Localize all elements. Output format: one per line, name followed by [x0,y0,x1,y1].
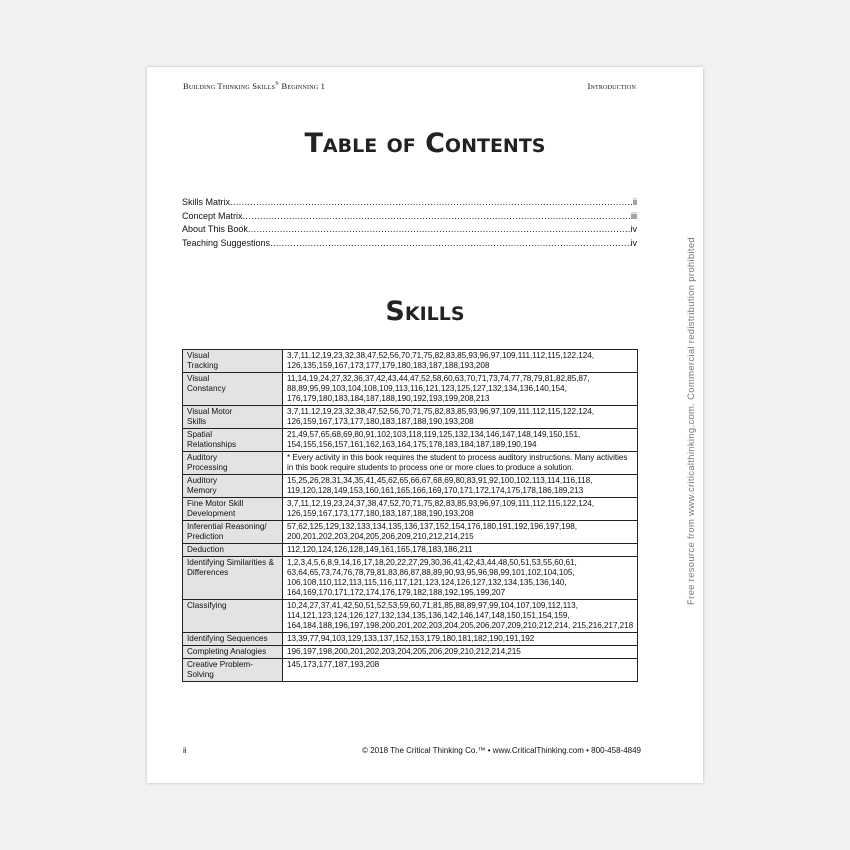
skill-name: Visual Tracking [183,350,283,373]
toc-leader [243,210,631,224]
running-header [183,81,636,91]
table-row [183,633,638,646]
skill-pages: 13,39,77,94,103,129,133,137,152,153,179,180,181,182,190,191,192 [283,633,638,646]
skill-pages: * Every activity in this book requires the student to process auditory instructions. Many activities in this book require students to process one or more clues to produce a solution. [283,452,638,475]
page-footer [183,746,641,755]
skill-name: Inferential Reasoning/ Prediction [183,521,283,544]
toc-page: iii [631,210,637,221]
table-row [183,406,638,429]
skill-name: Completing Analogies [183,646,283,659]
toc-heading: Table of Contents [304,128,546,159]
toc-leader [230,196,633,210]
document-page [147,67,703,783]
toc-leader [270,237,630,251]
skill-name: Deduction [183,544,283,557]
toc-page: iv [630,224,637,235]
page-number: ii [183,746,187,755]
skill-name: Visual Motor Skills [183,406,283,429]
skill-pages: 3,7,11,12,19,23,32,38,47,52,56,70,71,75,82,83,85,93,96,97,109,111,112,115,122,124, 126,135,159,167,173,177,179,180,183,187,188,193,208 [283,350,638,373]
toc-leader [248,223,631,237]
toc-label: Skills Matrix [182,197,231,207]
toc-page: iv [630,237,637,248]
skill-pages: 21,49,57,65,68,69,80,91,102,103,118,119,125,132,134,146,147,148,149,150,151, 154,155,156,157,161,162,163,164,175,178,183,184,187,189,190,194 [283,429,638,452]
skill-pages: 10,24,27,37,41,42,50,51,52,53,59,60,71,81,85,88,89,97,99,104,107,109,112,113, 114,121,123,124,126,127,132,134,135,136,142,146,147,148,150,151,154,159, 164,184,188,196,197,198,200,201,202,203,204,205,206,207,209,210,212,214, 215,216,217,218 [283,600,638,633]
book-title: Building Thinking Skills® Beginning 1 [183,81,326,91]
copyright-line: © 2018 The Critical Thinking Co.™ • www.CriticalThinking.com • 800-458-4849 [362,746,641,755]
toc-entry [182,237,637,251]
skill-name: Auditory Processing [183,452,283,475]
skill-pages: 57,62,125,129,132,133,134,135,136,137,152,154,176,180,191,192,196,197,198, 200,201,202,203,204,205,206,209,210,212,214,215 [283,521,638,544]
skill-pages: 3,7,11,12,19,23,32,38,47,52,56,70,71,75,82,83,85,93,96,97,109,111,112,115,122,124, 126,159,167,173,177,180,183,187,188,190,193,208 [283,406,638,429]
toc-entry [182,210,637,224]
skills-heading: Skills [385,296,465,327]
toc-entry [182,196,637,210]
skill-pages: 3,7,11,12,19,23,24,37,38,47,52,70,71,75,82,83,85,93,96,97,109,111,112,115,122,124, 126,159,167,173,177,180,183,187,188,190,193,208 [283,498,638,521]
skill-pages: 11,14,19,24,27,32,36,37,42,43,44,47,52,58,60,63,70,71,73,74,77,78,79,81,82,85,87, 88,89,95,99,103,104,108,109,113,116,121,123,125,127,132,134,136,140,154, 176,179,180,183,184,187,188,190,192,193,199,208,213 [283,373,638,406]
toc-list [182,196,637,250]
table-row [183,373,638,406]
skill-name: Creative Problem- Solving [183,659,283,682]
redistribution-watermark: Free resource from www.criticalthinking.com. Commercial redistribution prohibited [686,236,697,605]
skill-name: Classifying [183,600,283,633]
skill-name: Visual Constancy [183,373,283,406]
skill-pages: 145,173,177,187,193,208 [283,659,638,682]
table-row [183,429,638,452]
skill-pages: 1,2,3,4,5,6,8,9,14,16,17,18,20,22,27,29,30,36,41,42,43,44,48,50,51,53,55,60,61, 63,64,65,73,74,76,78,79,81,83,86,87,88,89,90,93,95,96,98,99,101,102,104,105, 106,108,110,112,113,115,116,117,121,123,124,126,127,132,134,135,136,140, 164,169,170,171,172,174,176,179,182,188,192,195,199,207 [283,557,638,600]
section-name: Introduction [587,81,636,91]
table-row [183,350,638,373]
table-row [183,646,638,659]
table-row [183,557,638,600]
skill-pages: 112,120,124,126,128,149,161,165,178,183,186,211 [283,544,638,557]
toc-entry [182,223,637,237]
toc-label: About This Book [182,224,248,235]
toc-page: ii [633,197,637,207]
table-row [183,452,638,475]
toc-label: Teaching Suggestions [182,237,271,248]
toc-label: Concept Matrix [182,210,243,221]
skill-pages: 15,25,26,28,31,34,35,41,45,62,65,66,67,68,69,80,83,91,92,100,102,113,114,116,118, 119,120,128,149,153,160,161,165,166,169,170,171,172,174,175,178,186,189,213 [283,475,638,498]
table-row [183,475,638,498]
table-row [183,521,638,544]
table-row [183,544,638,557]
table-row [183,498,638,521]
table-row [183,659,638,682]
skill-name: Spatial Relationships [183,429,283,452]
skill-name: Auditory Memory [183,475,283,498]
skill-name: Identifying Sequences [183,633,283,646]
skill-name: Identifying Similarities & Differences [183,557,283,600]
table-row [183,600,638,633]
skills-table [182,349,638,682]
skill-pages: 196,197,198,200,201,202,203,204,205,206,209,210,212,214,215 [283,646,638,659]
skill-name: Fine Motor Skill Development [183,498,283,521]
